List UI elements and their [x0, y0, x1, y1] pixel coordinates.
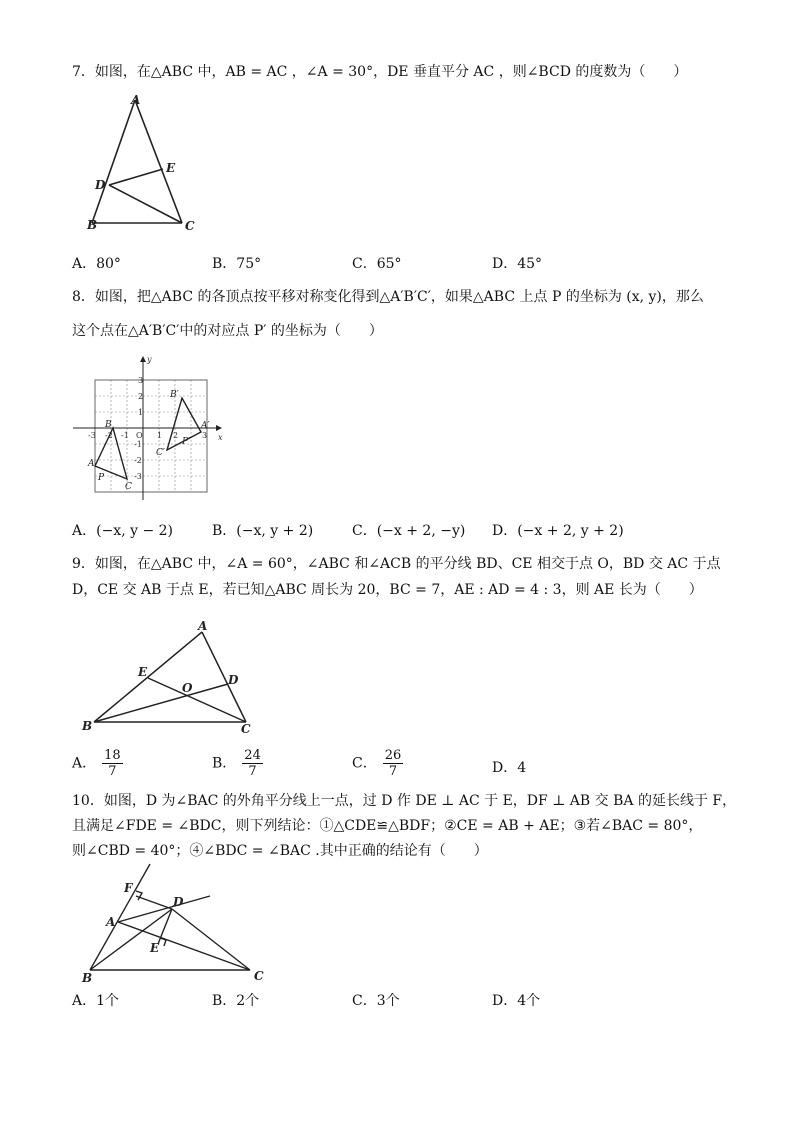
q8-y-tick: 3 [138, 376, 144, 385]
q9-option-a-fraction [102, 748, 123, 779]
q9-option-a-letter: A． [72, 755, 97, 772]
q8-x-tick: -1 [121, 431, 129, 440]
q10-stem-line1: 10．如图，D 为∠BAC 的外角平分线上一点，过 D 作 DE ⊥ AC 于 E，DF ⊥ AB 交 BA 的延长线于 F， [72, 793, 737, 809]
q10-label-d: D [173, 895, 184, 909]
q10-option-b[interactable]: B．2个 [212, 993, 260, 1009]
q8-x-tick: 3 [202, 431, 208, 440]
q9-option-b-numerator: 24 [244, 748, 261, 763]
q8-option-b[interactable]: B．(−x, y + 2) [212, 523, 314, 539]
q7-side-ab [92, 100, 135, 223]
q8-label-p: P [98, 473, 105, 483]
q8-y-tick: -3 [134, 472, 142, 481]
q8-origin-label: O [136, 431, 143, 440]
q8-label-c-prime: C′ [156, 448, 165, 458]
q8-label-p-prime: P′ [182, 437, 191, 447]
q10-stem-line3: 则∠CBD = 40°；④∠BDC = ∠BAC .其中正确的结论有（ ） [72, 843, 488, 859]
q8-label-b: B [105, 420, 112, 430]
q9-option-d[interactable]: D．4 [492, 760, 527, 776]
q10-label-e: E [150, 941, 160, 955]
q8-label-a: A [88, 459, 95, 469]
q7-stem: 7．如图，在△ABC 中，AB = AC ，∠A = 30°，DE 垂直平分 AC ，则∠BCD 的度数为（ ） [72, 64, 688, 80]
q10-label-c: C [254, 969, 264, 983]
q10-perpendicular-df [136, 896, 172, 909]
q8-option-a[interactable]: A．(−x, y − 2) [72, 523, 174, 539]
q9-side-ac [202, 632, 246, 722]
q9-stem-line1: 9．如图，在△ABC 中，∠A = 60°，∠ABC 和∠ACB 的平分线 BD、CE 相交于点 O，BD 交 AC 于点 [72, 556, 721, 572]
q8-option-d[interactable]: D．(−x + 2, y + 2) [492, 523, 624, 539]
q9-option-b-letter: B． [212, 755, 237, 772]
q8-y-tick: -1 [134, 440, 142, 449]
q9-option-c-fraction [383, 748, 404, 779]
q8-y-axis-label: y [147, 355, 152, 364]
q8-coordinate-figure [70, 354, 230, 502]
q7-label-a: A [131, 93, 141, 107]
q9-option-c-letter: C． [352, 755, 377, 772]
q9-option-c-denominator: 7 [388, 764, 398, 779]
q8-stem-line2: 这个点在△A′B′C′中的对应点 P′ 的坐标为（ ） [72, 323, 383, 339]
q9-label-e: E [138, 665, 148, 679]
q9-option-a[interactable] [72, 748, 123, 779]
q8-x-tick: 2 [173, 431, 179, 440]
q10-label-b: B [82, 971, 93, 985]
q8-label-c: C [125, 482, 132, 492]
q10-option-c[interactable]: C．3个 [352, 993, 400, 1009]
q10-external-bisector [118, 896, 210, 922]
q9-stem-line2: D，CE 交 AB 于点 E，若已知△ABC 周长为 20，BC = 7，AE : AD = 4 : 3，则 AE 长为（ ） [72, 582, 703, 598]
q7-figure [82, 92, 202, 232]
q9-option-b-denominator: 7 [248, 764, 257, 779]
q9-option-a-denominator: 7 [108, 764, 117, 779]
q8-x-tick: -2 [105, 431, 113, 440]
q8-x-tick: -3 [88, 431, 96, 440]
q7-label-e: E [166, 161, 176, 175]
q9-figure [78, 618, 268, 740]
q9-label-b: B [82, 719, 93, 733]
q9-option-c[interactable] [352, 748, 403, 779]
q9-option-c-numerator: 26 [384, 748, 402, 763]
q7-label-d: D [95, 178, 106, 192]
q7-label-b: B [87, 218, 98, 232]
q9-label-d: D [228, 673, 239, 687]
q10-option-d[interactable]: D．4个 [492, 993, 541, 1009]
q7-label-c: C [185, 219, 195, 232]
q7-segment-dc [109, 185, 182, 223]
q8-y-tick: -2 [134, 456, 142, 465]
q8-x-axis-label: x [218, 433, 223, 442]
q8-y-tick: 2 [138, 392, 144, 401]
q10-segment-dc [172, 909, 250, 970]
q10-side-ac [118, 922, 250, 970]
q9-option-b[interactable] [212, 748, 263, 779]
q9-bisector-bd [94, 684, 228, 722]
q10-right-angle-e [160, 938, 166, 946]
q8-option-c[interactable]: C．(−x + 2, −y) [352, 523, 466, 539]
q9-option-b-fraction [242, 748, 263, 779]
q7-option-c[interactable]: C．65° [352, 256, 402, 272]
q10-label-f: F [124, 881, 133, 895]
q10-label-a: A [106, 915, 116, 929]
q7-option-d[interactable]: D．45° [492, 256, 543, 272]
q8-stem-line1: 8．如图，把△ABC 的各顶点按平移对称变化得到△A′B′C′，如果△ABC 上点 P 的坐标为 (x, y)，那么 [72, 289, 704, 305]
q9-label-a: A [198, 619, 208, 633]
q10-right-angle-f [136, 891, 142, 900]
q10-option-a[interactable]: A．1个 [72, 993, 120, 1009]
q10-line-ba-extended [90, 864, 150, 970]
q10-figure [78, 862, 278, 988]
q8-label-a-prime: A′ [201, 421, 210, 431]
q8-x-tick: 1 [157, 431, 163, 440]
q9-side-ab [94, 632, 202, 722]
q9-option-a-numerator: 18 [104, 748, 121, 763]
q8-label-b-prime: B′ [170, 390, 179, 400]
q7-option-a[interactable]: A．80° [72, 256, 121, 272]
q10-stem-line2: 且满足∠FDE = ∠BDC，则下列结论：①△CDE≌△BDF；②CE = AB + AE；③若∠BAC = 80°， [72, 818, 703, 834]
q8-y-tick: 1 [138, 408, 144, 417]
q9-label-c: C [241, 722, 251, 736]
q7-segment-de [109, 169, 163, 185]
q7-option-b[interactable]: B．75° [212, 256, 262, 272]
q8-axis-arrows [140, 356, 222, 431]
q9-label-o: O [182, 681, 193, 695]
